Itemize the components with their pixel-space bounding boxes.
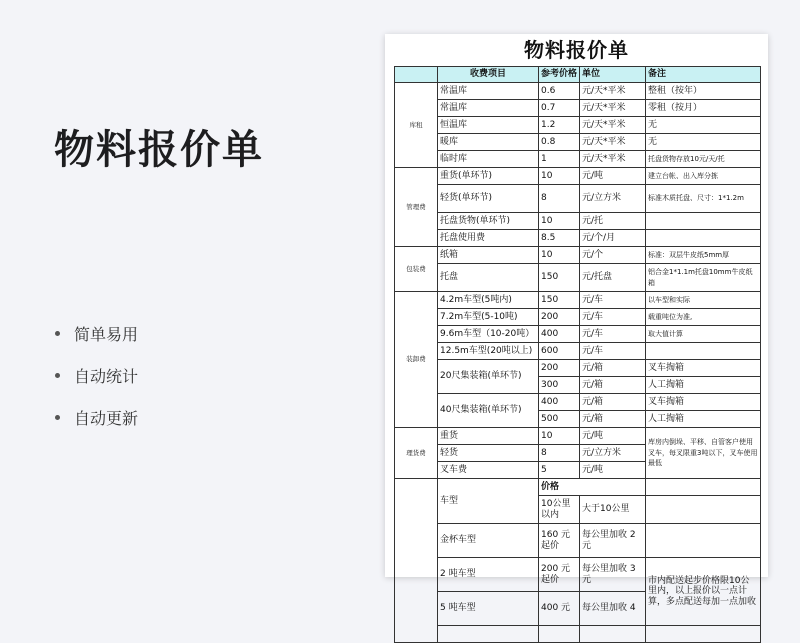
note-cell — [646, 479, 761, 496]
note-cell: 载重吨位为准, — [646, 309, 761, 326]
unit-cell: 元/托盘 — [580, 264, 646, 292]
note-cell — [646, 230, 761, 247]
bullet-dot-icon — [55, 331, 60, 336]
price-cell — [539, 626, 580, 643]
unit-cell: 元/托 — [580, 213, 646, 230]
table-row — [395, 360, 761, 377]
table-row — [395, 626, 761, 643]
unit-cell: 每公里加收 3元 — [580, 558, 646, 592]
unit-cell: 元/天*平米 — [580, 83, 646, 100]
table-row — [395, 247, 761, 264]
table-row — [395, 558, 761, 592]
price-cell: 0.6 — [539, 83, 580, 100]
item-cell: 叉车费 — [438, 462, 539, 479]
unit-cell: 元/箱 — [580, 394, 646, 411]
unit-cell: 元/个/月 — [580, 230, 646, 247]
unit-cell: 元/箱 — [580, 411, 646, 428]
item-cell: 4.2m车型(5吨内) — [438, 292, 539, 309]
table-row — [395, 479, 761, 496]
table-row — [395, 394, 761, 411]
unit-cell: 元/车 — [580, 309, 646, 326]
price-cell: 10 — [539, 247, 580, 264]
note-cell: 整租（按年） — [646, 83, 761, 100]
item-cell: 9.6m车型（10-20吨） — [438, 326, 539, 343]
table-row — [395, 343, 761, 360]
unit-cell: 元/立方米 — [580, 185, 646, 213]
price-cell: 200 元起价 — [539, 558, 580, 592]
sheet-title: 物料报价单 — [524, 38, 629, 62]
price-cell: 1 — [539, 151, 580, 168]
item-cell: 5 吨车型 — [438, 592, 539, 626]
unit-cell: 元/个 — [580, 247, 646, 264]
unit-cell: 大于10公里 — [580, 496, 646, 524]
unit-cell: 每公里加收 2元 — [580, 524, 646, 558]
note-cell: 无 — [646, 117, 761, 134]
table-row — [395, 134, 761, 151]
price-cell: 0.7 — [539, 100, 580, 117]
price-cell: 1.2 — [539, 117, 580, 134]
note-cell: 库房内倒垛、平移、自管客户使用叉车，每叉限重3吨以下，叉车使用最低 — [646, 428, 761, 479]
header-cell: 收费项目 — [438, 67, 539, 83]
category-cell: 库租 — [395, 83, 438, 168]
item-cell: 重货 — [438, 428, 539, 445]
header-cell: 单位 — [580, 67, 646, 83]
note-cell: 以车型和实际 — [646, 292, 761, 309]
price-cell: 10 — [539, 213, 580, 230]
price-cell: 10 — [539, 428, 580, 445]
feature-item — [55, 354, 138, 396]
table-row — [395, 185, 761, 213]
unit-cell: 每公里加收 4 — [580, 592, 646, 626]
bullet-dot-icon — [55, 415, 60, 420]
note-cell — [646, 496, 761, 524]
feature-label: 自动更新 — [74, 408, 139, 428]
price-cell: 8 — [539, 185, 580, 213]
note-cell — [646, 626, 761, 643]
unit-cell: 元/立方米 — [580, 445, 646, 462]
price-cell: 400 元 — [539, 592, 580, 626]
note-cell: 建立台帐、出入库分拣 — [646, 168, 761, 185]
price-cell: 5 — [539, 462, 580, 479]
unit-cell: 元/箱 — [580, 377, 646, 394]
price-cell: 300 — [539, 377, 580, 394]
table-row — [395, 524, 761, 558]
item-cell: 托盘 — [438, 264, 539, 292]
note-cell: 人工掏箱 — [646, 411, 761, 428]
price-cell: 400 — [539, 394, 580, 411]
unit-cell: 元/天*平米 — [580, 151, 646, 168]
table-row — [395, 326, 761, 343]
price-cell: 500 — [539, 411, 580, 428]
item-cell: 暖库 — [438, 134, 539, 151]
price-cell: 150 — [539, 264, 580, 292]
item-cell: 金杯车型 — [438, 524, 539, 558]
table-row — [395, 213, 761, 230]
item-cell: 常温库 — [438, 83, 539, 100]
table-row — [395, 168, 761, 185]
quote-sheet-preview — [385, 34, 768, 614]
table-row — [395, 230, 761, 247]
price-cell: 200 — [539, 360, 580, 377]
item-cell: 重货(单环节) — [438, 168, 539, 185]
bullet-dot-icon — [55, 373, 60, 378]
price-header-cell: 价格 — [539, 479, 646, 496]
unit-cell — [580, 626, 646, 643]
note-cell: 标准木质托盘、尺寸：1*1.2m — [646, 185, 761, 213]
item-cell: 托盘货物(单环节) — [438, 213, 539, 230]
table-row — [395, 83, 761, 100]
unit-cell: 元/车 — [580, 343, 646, 360]
item-cell: 纸箱 — [438, 247, 539, 264]
note-cell: 零租（按月） — [646, 100, 761, 117]
unit-cell: 元/吨 — [580, 168, 646, 185]
feature-item — [55, 396, 138, 438]
table-row — [395, 117, 761, 134]
note-cell: 叉车掏箱 — [646, 394, 761, 411]
category-cell: 理货费 — [395, 428, 438, 479]
note-cell: 标准：双层牛皮纸5mm厚 — [646, 247, 761, 264]
price-cell: 150 — [539, 292, 580, 309]
item-cell: 7.2m车型(5-10吨) — [438, 309, 539, 326]
category-cell: 装卸费 — [395, 292, 438, 428]
category-cell: 管理费 — [395, 168, 438, 247]
note-cell: 托盘货物存放10元/天/托 — [646, 151, 761, 168]
category-cell — [395, 479, 438, 643]
note-cell — [646, 524, 761, 558]
price-cell: 8 — [539, 445, 580, 462]
note-cell: 铝合金1*1.1m托盘10mm牛皮纸箱 — [646, 264, 761, 292]
item-cell: 车型 — [438, 479, 539, 524]
note-cell: 市内配送起步价格限10公里内，以上报价以一点计算，多点配送每加一点加收 — [646, 558, 761, 626]
header-cell: 参考价格 — [539, 67, 580, 83]
unit-cell: 元/天*平米 — [580, 134, 646, 151]
price-cell: 10 — [539, 168, 580, 185]
note-cell: 取大值计算 — [646, 326, 761, 343]
item-cell — [438, 626, 539, 643]
unit-cell: 元/箱 — [580, 360, 646, 377]
price-cell: 160 元起价 — [539, 524, 580, 558]
table-row — [395, 428, 761, 445]
item-cell: 12.5m车型(20吨以上) — [438, 343, 539, 360]
item-cell: 轻货(单环节) — [438, 185, 539, 213]
price-cell: 0.8 — [539, 134, 580, 151]
header-cell: 备注 — [646, 67, 761, 83]
header-row — [395, 67, 761, 83]
note-cell: 叉车掏箱 — [646, 360, 761, 377]
unit-cell: 元/车 — [580, 326, 646, 343]
feature-item — [55, 312, 138, 354]
unit-cell: 元/吨 — [580, 462, 646, 479]
unit-cell: 元/车 — [580, 292, 646, 309]
feature-label: 自动统计 — [74, 366, 139, 386]
unit-cell: 元/天*平米 — [580, 117, 646, 134]
price-cell: 10公里以内 — [539, 496, 580, 524]
item-cell: 40尺集装箱(单环节) — [438, 394, 539, 428]
price-cell: 8.5 — [539, 230, 580, 247]
note-cell — [646, 343, 761, 360]
price-cell: 600 — [539, 343, 580, 360]
note-cell: 人工掏箱 — [646, 377, 761, 394]
item-cell: 2 吨车型 — [438, 558, 539, 592]
header-cell — [395, 67, 438, 83]
quote-table — [394, 66, 761, 643]
unit-cell: 元/天*平米 — [580, 100, 646, 117]
table-row — [395, 264, 761, 292]
note-cell: 无 — [646, 134, 761, 151]
price-cell: 400 — [539, 326, 580, 343]
item-cell: 临时库 — [438, 151, 539, 168]
table-row — [395, 100, 761, 117]
item-cell: 恒温库 — [438, 117, 539, 134]
category-cell: 包装费 — [395, 247, 438, 292]
feature-list — [55, 312, 138, 438]
table-row — [395, 292, 761, 309]
feature-label: 简单易用 — [74, 324, 139, 344]
unit-cell: 元/吨 — [580, 428, 646, 445]
item-cell: 托盘使用费 — [438, 230, 539, 247]
page-title: 物料报价单 — [54, 127, 264, 173]
note-cell — [646, 213, 761, 230]
table-row — [395, 151, 761, 168]
item-cell: 20尺集装箱(单环节) — [438, 360, 539, 394]
item-cell: 轻货 — [438, 445, 539, 462]
price-cell: 200 — [539, 309, 580, 326]
item-cell: 常温库 — [438, 100, 539, 117]
table-row — [395, 309, 761, 326]
